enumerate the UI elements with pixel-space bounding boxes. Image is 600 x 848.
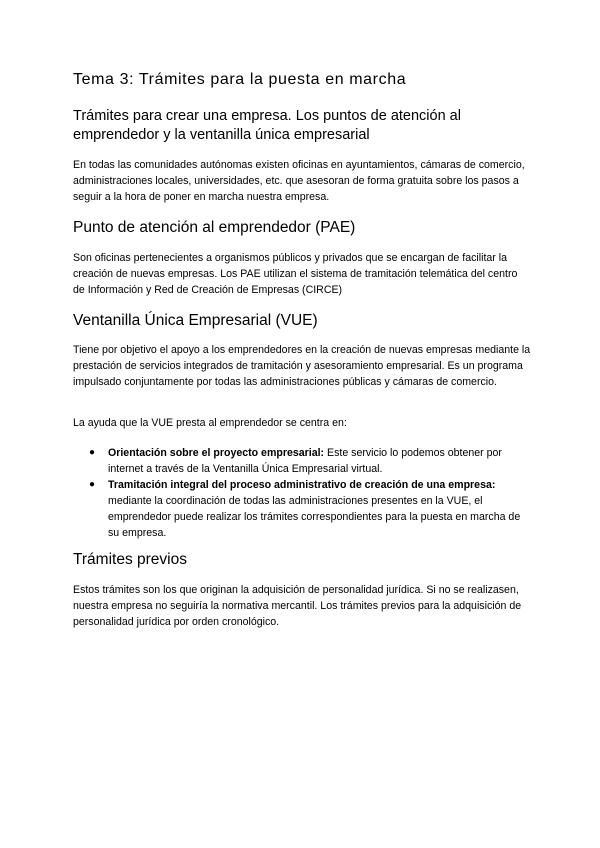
- list-item: [73, 445, 531, 477]
- list-item: [73, 477, 531, 541]
- vue-bullet-list: [73, 445, 531, 541]
- list-item-bold: Tramitación integral del proceso administrativo de creación de una empresa:: [108, 479, 496, 491]
- section-heading-tramites-crear-empresa: Trámites para crear una empresa. Los puntos de atención al emprendedor y la ventanilla única empresarial: [73, 108, 461, 143]
- section-paragraph-tramites-previos: Estos trámites son los que originan la adquisición de personalidad jurídica. Si no se realizasen, nuestra empresa no seguiría la normativa mercantil. Los trámites previos para la adquisición de personalidad jurídica por orden cronológico.: [73, 584, 522, 628]
- section-heading-vue: Ventanilla Única Empresarial (VUE): [73, 312, 318, 329]
- document-title: Tema 3: Trámites para la puesta en marcha: [73, 71, 407, 88]
- section-heading-tramites-previos: Trámites previos: [73, 551, 187, 568]
- list-item-text: mediante la coordinación de todas las administraciones presentes en la VUE, el emprendedor puede realizar los trámites correspondientes para la puesta en marcha de su empresa.: [108, 495, 521, 539]
- list-item-text: Este servicio lo podemos obtener por internet a través de la Ventanilla Única Empresarial virtual.: [108, 447, 502, 475]
- section-paragraph-vue-objetivo: Tiene por objetivo el apoyo a los emprendedores en la creación de nuevas empresas mediante la prestación de servicios integrados de tramitación y asesoramiento empresarial. Es un programa impulsado conjuntamente por todas las administraciones públicas y cámaras de comercio.: [73, 344, 531, 388]
- section-paragraph-vue-ayuda: La ayuda que la VUE presta al emprendedor se centra en:: [73, 417, 347, 429]
- list-item-bold: Orientación sobre el proyecto empresarial:: [108, 447, 325, 459]
- section-heading-pae: Punto de atención al emprendedor (PAE): [73, 219, 356, 236]
- bullet-icon: ●: [89, 447, 96, 458]
- section-paragraph-pae: Son oficinas pertenecientes a organismos públicos y privados que se encargan de facilitar la creación de nuevas empresas. Los PAE utilizan el sistema de tramitación telemática del centro de Información y Red de Creación de Empresas (CIRCE): [73, 252, 518, 296]
- section-paragraph-comunidades: En todas las comunidades autónomas existen oficinas en ayuntamientos, cámaras de comercio, administraciones locales, universidades, etc. que asesoran de forma gratuita sobre los pasos a seguir a la hora de poner en marcha nuestra empresa.: [73, 159, 525, 203]
- bullet-icon: ●: [89, 479, 96, 490]
